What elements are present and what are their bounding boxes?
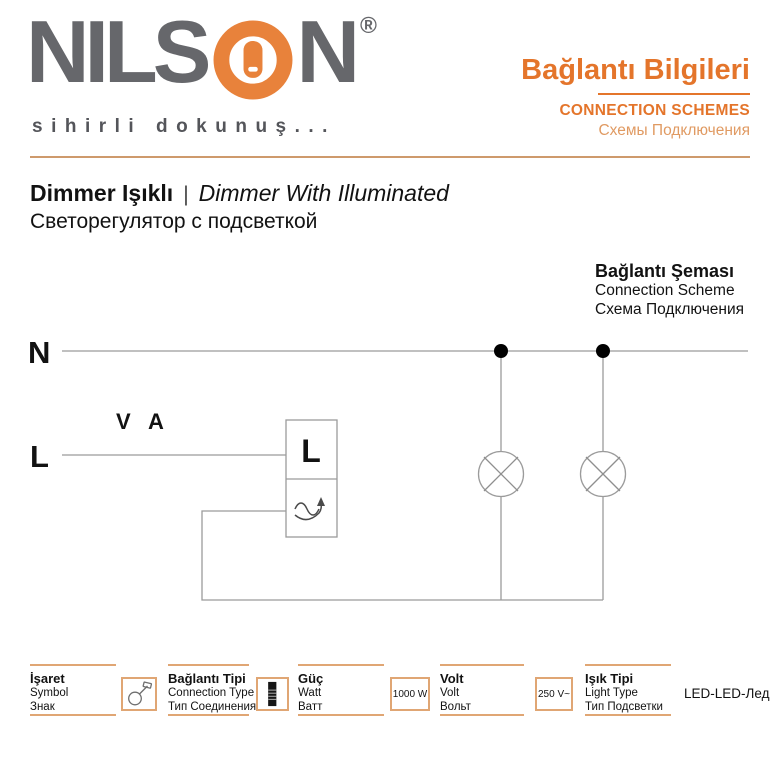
va-label: V A — [116, 409, 170, 434]
rotary-dimmer-symbol-icon — [124, 680, 154, 708]
spec-col-connection-type — [168, 664, 257, 716]
spec-connection-tr: Bağlantı Tipi — [168, 671, 246, 686]
spec-col-light-type — [585, 664, 671, 716]
spec-watt-ru: Ватт — [298, 701, 323, 714]
spec-col-watt — [298, 664, 384, 716]
header-title-turkish: Bağlantı Bilgileri — [521, 54, 750, 86]
light-type-value: LED-LED-Лед — [684, 686, 770, 701]
brand-tagline: sihirli dokunuş... — [32, 116, 336, 137]
header-title-russian: Схемы Подключения — [598, 121, 750, 139]
product-name-turkish: Dimmer Işıklı — [30, 180, 174, 206]
junction-dot-1 — [494, 344, 508, 358]
spec-symbol-tr: İşaret — [30, 671, 65, 686]
line-label: L — [30, 439, 49, 474]
volt-value-box — [535, 677, 573, 711]
spec-connection-en: Connection Type — [168, 687, 255, 700]
spec-watt-tr: Güç — [298, 671, 324, 686]
registered-trademark-icon: ® — [360, 12, 377, 38]
spec-col-volt — [440, 664, 524, 716]
spec-light-en: Light Type — [585, 687, 638, 700]
scheme-heading-english: Connection Scheme — [595, 282, 735, 300]
spec-col-symbol — [30, 664, 116, 716]
dimmer-output-wire — [202, 511, 603, 600]
scheme-heading-turkish: Bağlantı Şeması — [595, 261, 735, 281]
connection-value-box — [256, 677, 289, 711]
spec-symbol-en: Symbol — [30, 687, 69, 700]
title-separator: | — [183, 183, 189, 206]
spec-volt-ru: Вольт — [440, 701, 471, 714]
watt-value-box — [390, 677, 430, 711]
spec-light-tr: Işık Tipi — [585, 671, 634, 686]
neutral-label: N — [28, 335, 51, 370]
product-name-english: Dimmer With Illuminated — [198, 180, 449, 206]
spec-volt-en: Volt — [440, 687, 460, 700]
logo-text-right: N — [296, 2, 356, 101]
product-name-russian: Светорегулятор с подсветкой — [30, 210, 318, 233]
symbol-value-box — [121, 677, 157, 711]
spec-volt-tr: Volt — [440, 671, 464, 686]
spec-light-ru: Тип Подсветки — [585, 701, 663, 714]
spec-connection-ru: Тип Соединения — [168, 701, 257, 714]
terminal-strip-icon — [258, 680, 287, 708]
header-title-english: CONNECTION SCHEMES — [559, 102, 750, 119]
junction-dot-2 — [596, 344, 610, 358]
watt-value: 1000 W — [392, 688, 428, 700]
volt-value: 250 V~ — [538, 688, 570, 700]
spec-watt-en: Watt — [298, 687, 322, 700]
scheme-heading-russian: Схема Подключения — [595, 300, 745, 318]
logo-text-left: NILS — [26, 2, 207, 101]
spec-symbol-ru: Знак — [30, 701, 55, 714]
dimmer-terminal-label: L — [301, 433, 321, 469]
